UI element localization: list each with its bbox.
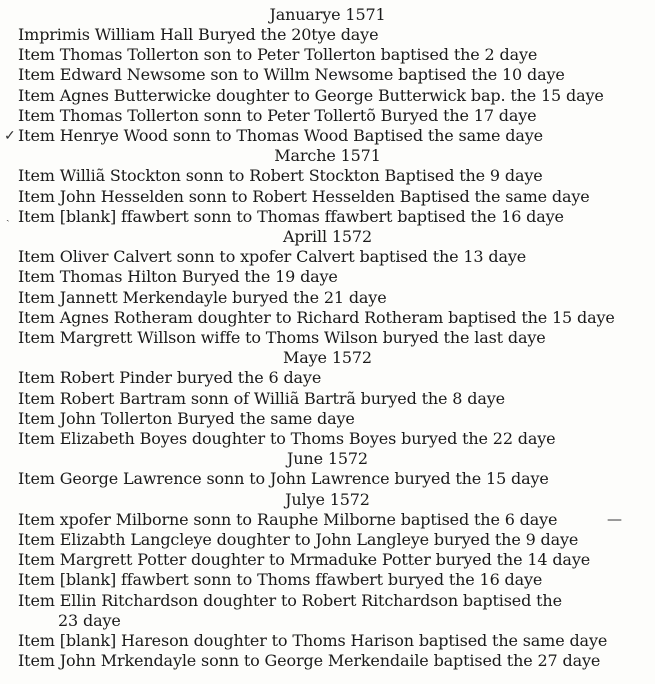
register-entry: Item Robert Pinder buryed the 6 daye [18, 368, 322, 387]
register-entry: Item Thomas Hilton Buryed the 19 daye [18, 267, 338, 286]
register-entry: Item Edward Newsome son to Willm Newsome baptised the 10 daye [18, 65, 565, 84]
register-entry: Item Ellin Ritchardson doughter to Robert Ritchardson baptised the [18, 591, 562, 610]
register-entry: Item Henrye Wood sonn to Thomas Wood Baptised the same daye [18, 126, 543, 145]
month-heading: Julye 1572 [285, 490, 370, 509]
register-entry-continuation: 23 daye [58, 611, 121, 630]
register-entry: Item John Tollerton Buryed the same daye [18, 409, 355, 428]
register-entry: Item Margrett Potter doughter to Mrmaduke Potter buryed the 14 daye [18, 550, 591, 569]
register-entry: Item [blank] ffawbert sonn to Thomas ffawbert baptised the 16 daye [18, 207, 564, 226]
register-entry: Item Agnes Rotheram doughter to Richard Rotheram baptised the 15 daye [18, 308, 615, 327]
register-entry: Item Williã Stockton sonn to Robert Stockton Baptised the 9 daye [18, 166, 543, 185]
register-entry: Item Jannett Merkendayle buryed the 21 daye [18, 288, 387, 307]
margin-tick-mark: ˏ [6, 209, 10, 222]
register-entry: Item Margrett Willson wiffe to Thoms Wilson buryed the last daye [18, 328, 546, 347]
register-entry: Item Agnes Butterwicke doughter to George Butterwick bap. the 15 daye [18, 86, 604, 105]
month-heading: Marche 1571 [274, 146, 381, 165]
register-entry: Item Elizabth Langcleye doughter to John Langleye buryed the 9 daye [18, 530, 579, 549]
register-entry: Item Robert Bartram sonn of Williã Bartrã buryed the 8 daye [18, 389, 505, 408]
month-heading: Januarye 1571 [269, 5, 386, 24]
margin-dash-mark: — [607, 510, 622, 528]
register-entry: Item George Lawrence sonn to John Lawrence buryed the 15 daye [18, 469, 549, 488]
register-entry: Imprimis William Hall Buryed the 20tye daye [18, 25, 379, 44]
register-entry: Item Oliver Calvert sonn to xpofer Calvert baptised the 13 daye [18, 247, 527, 266]
register-entry: Item Thomas Tollerton son to Peter Tollerton baptised the 2 daye [18, 45, 538, 64]
register-entry: Item [blank] Hareson doughter to Thoms Harison baptised the same daye [18, 631, 608, 650]
register-entry: Item John Mrkendayle sonn to George Merkendaile baptised the 27 daye [18, 651, 601, 670]
register-entry: Item Elizabeth Boyes doughter to Thoms Boyes buryed the 22 daye [18, 429, 556, 448]
month-heading: Maye 1572 [283, 348, 372, 367]
register-entry: Item John Hesselden sonn to Robert Hesselden Baptised the same daye [18, 187, 590, 206]
register-entry: Item [blank] ffawbert sonn to Thoms ffawbert buryed the 16 daye [18, 570, 543, 589]
month-heading: Aprill 1572 [283, 227, 372, 246]
register-entry: Item xpofer Milborne sonn to Rauphe Milborne baptised the 6 daye [18, 510, 558, 529]
month-heading: June 1572 [287, 449, 368, 468]
register-entry: Item Thomas Tollerton sonn to Peter Tollertõ Buryed the 17 daye [18, 106, 537, 125]
margin-tick-mark: ✓ [4, 128, 16, 144]
